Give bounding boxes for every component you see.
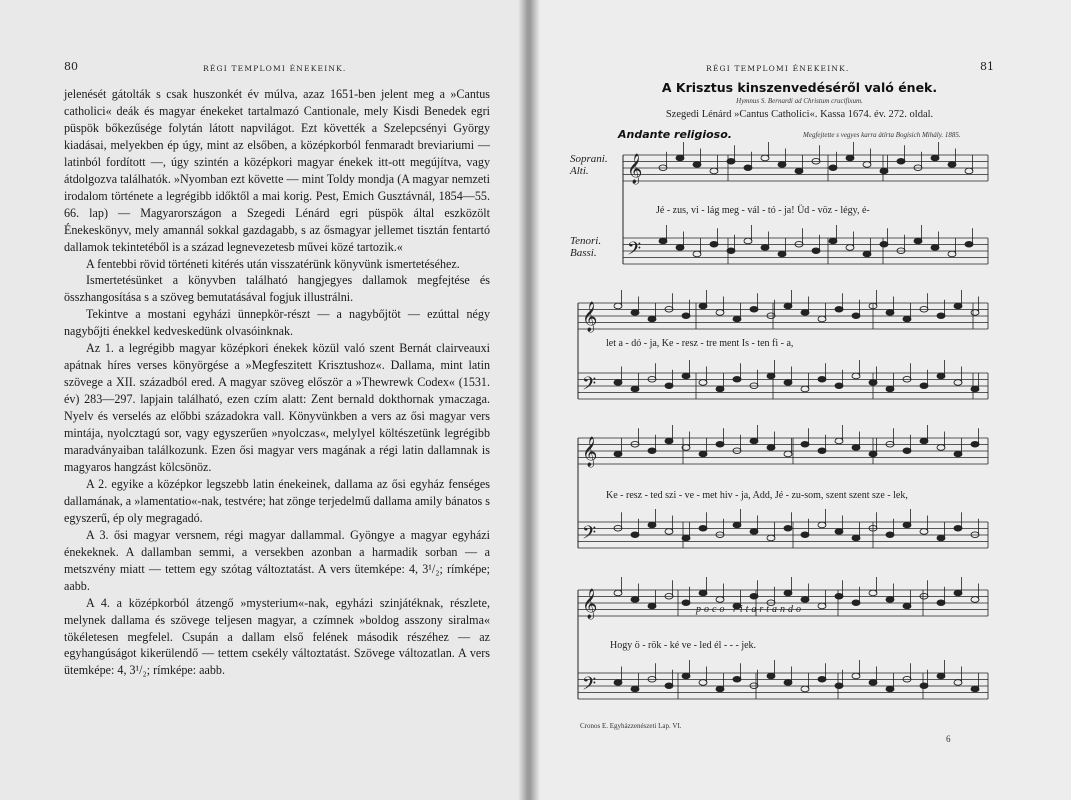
bass-clef: 𝄢	[582, 374, 597, 399]
note-head	[801, 441, 809, 447]
note-head	[954, 680, 962, 686]
bass-clef: 𝄢	[627, 239, 642, 264]
tempo-marking: Andante religioso.	[618, 128, 732, 141]
note-head	[767, 673, 775, 679]
note-head	[818, 376, 826, 382]
note-head	[835, 593, 843, 599]
note-head	[716, 386, 724, 392]
note-head	[948, 251, 956, 257]
note-head	[948, 162, 956, 168]
paragraph: jelenését gátolták s csak huszonkét év múlva, azaz 1651-ben jelent meg a »Cantus catholici« deák és magyar énekeket tartalmazó Cantionale, mely Kisdi Benedek egri püspök bőkezűsége folytán látott napvilágot. Ezt követték a Szelepcsényi György kiadásai, melyekben ép úgy, mint az elsőben, a középkorból fenmaradt breviariumi — latinból fordított —, úgy szintén a középkori magyar énekek itt-ott megújítva, vagy átdolgozva találhatók. »Nyomban ezt követte — mint Toldy mondja (A magyar nemzeti irodalom története a legrégibb időktől a mai korig. Pest, Emich Gusztávnál, 1854—55. 66. lap) — Magyarországon a Szegedi Lénárd egri püspök által eszközölt Énekeskönyv, mely amannál sokkal gazdagabb, s az ősmagyar jellemet tisztán fentartó dallamok tekintetéből is a század legnevezetesb művei közé tartozik.«	[64, 87, 490, 254]
treble-clef: 𝄞	[582, 302, 598, 332]
signature-mark: 6	[946, 734, 951, 744]
note-head	[801, 532, 809, 538]
note-head	[852, 373, 860, 379]
note-head	[648, 522, 656, 528]
note-head	[937, 673, 945, 679]
lyric-line-2: let a - dó - ja, Ke - resz - tre ment Is - ten fi - a,	[606, 338, 794, 349]
note-head	[886, 686, 894, 692]
note-head	[818, 603, 826, 609]
note-head	[835, 306, 843, 312]
note-head	[648, 603, 656, 609]
note-head	[682, 535, 690, 541]
note-head	[733, 676, 741, 682]
note-head	[863, 251, 871, 257]
note-head	[954, 525, 962, 531]
body-text	[64, 86, 490, 679]
voice-label: Soprani.	[570, 153, 608, 165]
page-number: 80	[64, 60, 78, 73]
note-head	[954, 451, 962, 457]
note-head	[937, 535, 945, 541]
note-head	[971, 686, 979, 692]
lyric-line-1: Jé - zus, vi - lág meg - vál - tó - ja! Üd - vöz - légy, é-	[656, 205, 870, 216]
note-head	[631, 310, 639, 316]
note-head	[614, 303, 622, 309]
note-head	[699, 680, 707, 686]
note-head	[965, 241, 973, 247]
note-head	[818, 522, 826, 528]
staff-systems	[578, 142, 988, 699]
note-head	[886, 597, 894, 603]
note-head	[818, 316, 826, 322]
note-head	[835, 683, 843, 689]
note-head	[931, 155, 939, 161]
footer-note: Cronos E. Egyházzenészeti Lap. VI.	[580, 722, 682, 730]
note-head	[665, 383, 673, 389]
note-head	[795, 168, 803, 174]
note-head	[716, 310, 724, 316]
note-head	[920, 383, 928, 389]
note-head	[852, 600, 860, 606]
note-head	[812, 248, 820, 254]
running-head: RÉGI TEMPLOMI ÉNEKEINK.	[203, 64, 347, 73]
note-head	[767, 373, 775, 379]
note-head	[835, 438, 843, 444]
running-head: RÉGI TEMPLOMI ÉNEKEINK.	[706, 64, 850, 73]
right-page	[528, 0, 1071, 800]
note-head	[631, 532, 639, 538]
note-head	[818, 448, 826, 454]
note-head	[829, 238, 837, 244]
note-head	[727, 158, 735, 164]
note-head	[784, 303, 792, 309]
note-head	[665, 438, 673, 444]
tempo-change: poco ritartando	[696, 604, 805, 615]
page-number: 81	[980, 60, 994, 73]
treble-clef: 𝄞	[582, 437, 598, 467]
note-head	[767, 535, 775, 541]
note-head	[846, 245, 854, 251]
lyric-line-3: Ke - resz - ted szi - ve - met hiv - ja, Add, Jé - zu-som, szent szent sze - lek,	[606, 490, 908, 501]
note-head	[971, 597, 979, 603]
note-head	[750, 529, 758, 535]
note-head	[710, 241, 718, 247]
note-head	[801, 310, 809, 316]
note-head	[835, 383, 843, 389]
note-head	[801, 597, 809, 603]
bass-clef: 𝄢	[582, 674, 597, 699]
note-head	[937, 373, 945, 379]
note-head	[920, 438, 928, 444]
note-head	[971, 310, 979, 316]
note-head	[676, 245, 684, 251]
note-head	[614, 451, 622, 457]
note-head	[778, 251, 786, 257]
left-page	[0, 0, 528, 800]
note-head	[710, 168, 718, 174]
note-head	[920, 529, 928, 535]
note-head	[835, 529, 843, 535]
note-head	[614, 680, 622, 686]
note-head	[727, 248, 735, 254]
note-head	[937, 445, 945, 451]
note-head	[937, 313, 945, 319]
note-head	[869, 590, 877, 596]
note-head	[954, 303, 962, 309]
note-head	[852, 313, 860, 319]
note-head	[716, 686, 724, 692]
note-head	[750, 306, 758, 312]
note-head	[971, 441, 979, 447]
book-gutter	[518, 0, 540, 800]
treble-clef: 𝄞	[582, 589, 598, 619]
note-head	[659, 238, 667, 244]
paragraph: A 2. egyike a középkor legszebb latin énekeinek, dallama az ősi egyház fenséges dallamának, a »lamentatio«-nak, testvére; hat zönge terjedelmű dallama amily bánatos s egyszerű, ép oly megragadó.	[64, 476, 490, 525]
note-head	[733, 316, 741, 322]
note-head	[699, 380, 707, 386]
note-head	[733, 376, 741, 382]
note-head	[954, 380, 962, 386]
note-head	[665, 683, 673, 689]
note-head	[631, 597, 639, 603]
note-head	[852, 535, 860, 541]
note-head	[631, 386, 639, 392]
note-head	[761, 155, 769, 161]
note-head	[801, 386, 809, 392]
note-head	[965, 168, 973, 174]
bass-clef: 𝄢	[582, 523, 597, 548]
note-head	[744, 238, 752, 244]
note-head	[852, 445, 860, 451]
note-head	[614, 590, 622, 596]
note-head	[784, 680, 792, 686]
paragraph: Tekintve a mostani egyházi ünnepkör-részt — a nagybőjtöt — ezúttal négy nagybőjti énekkel kedveskedünk olvasóinknak.	[64, 307, 490, 339]
lyric-line-4: Hogy ö - rök - ké ve - led él - - - jek.	[610, 640, 757, 651]
note-head	[676, 155, 684, 161]
note-head	[937, 600, 945, 606]
song-title: A Krisztus kinszenvedéséről való ének.	[661, 80, 938, 95]
note-head	[880, 168, 888, 174]
note-head	[693, 162, 701, 168]
note-head	[784, 380, 792, 386]
note-head	[818, 676, 826, 682]
music-score	[528, 0, 1071, 800]
note-head	[648, 448, 656, 454]
note-head	[869, 680, 877, 686]
note-head	[886, 310, 894, 316]
note-head	[693, 251, 701, 257]
voice-label: Alti.	[570, 165, 589, 177]
note-head	[971, 386, 979, 392]
note-head	[716, 441, 724, 447]
paragraph: A 3. ősi magyar versnem, régi magyar dallammal. Gyöngye a magyar egyházi énekeknek. A dallamban semmi, a versekben azonban a harmadik sorban — a metszvény miatt — tettem egy szótag változtatást. A vers ütemképe: 4, 3¹/₂; rímképe; aabb.	[64, 527, 490, 593]
note-head	[767, 445, 775, 451]
paragraph: A 4. a középkorból átzengő »mysterium«-nak, egyházi szinjátéknak, részlete, melynek dallama és szövege teljesen magyar, a czímnek »boldog asszony siralma« tökéletesen megfelel. Csupán a dallam első felének második részéhez — az egyhangúságot kikerülendő — tettem csekély változtatást. Szövege változatlan. A vers ütemképe: 4, 3¹/₂; rímképe: aabb.	[64, 595, 490, 678]
note-head	[954, 590, 962, 596]
note-head	[829, 165, 837, 171]
song-subtitle: Hymnus S. Bernardi ad Christum crucifixum.	[736, 97, 863, 105]
note-head	[897, 158, 905, 164]
note-head	[903, 522, 911, 528]
note-head	[903, 448, 911, 454]
paragraph: Az 1. a legrégibb magyar középkori énekek közül való szent Bernát clairveauxi apátnak híres verses könyörgése a »Megfeszitett Krisztushoz«. Dallama, mint latin szövege a XII. századból ered. A magyar szöveg először a »Thewrewk Codex« (1531. év) 283—297. lapjain található, ezen czím alatt: Zent bernald dokthornak ymaczaga. Nyelv és verselés az előbbi századokra vall. Könyvünkben a vers az ősi magyar vers mintája, nyolcztagú sor, vagy egyszerűen »nyolczas«, melylyel költészetünk legrégibb maradványaiban találkozunk. Ezen ősi magyar vers magának a régi latin dallamnak is magyaros hangzást kölcsönöz.	[64, 341, 490, 474]
note-head	[682, 313, 690, 319]
note-head	[914, 238, 922, 244]
note-head	[614, 380, 622, 386]
note-head	[750, 438, 758, 444]
note-head	[778, 162, 786, 168]
note-head	[784, 525, 792, 531]
note-head	[784, 590, 792, 596]
note-head	[784, 451, 792, 457]
note-head	[920, 683, 928, 689]
note-head	[869, 451, 877, 457]
note-head	[631, 686, 639, 692]
paragraph: A fentebbi rövid történeti kitérés után visszatérünk könyvünk ismertetéséhez.	[86, 256, 460, 271]
note-head	[682, 673, 690, 679]
note-head	[733, 522, 741, 528]
note-head	[903, 603, 911, 609]
note-head	[869, 380, 877, 386]
note-head	[801, 686, 809, 692]
note-head	[886, 386, 894, 392]
treble-clef: 𝄞	[627, 154, 643, 184]
note-head	[699, 303, 707, 309]
note-head	[744, 165, 752, 171]
note-head	[716, 597, 724, 603]
voice-label: Tenori.	[570, 235, 602, 247]
note-head	[665, 529, 673, 535]
note-head	[886, 532, 894, 538]
voice-label: Bassi.	[570, 247, 597, 259]
note-head	[750, 593, 758, 599]
note-head	[931, 245, 939, 251]
arranger-note: Megfejtette s vegyes karra átírta Bogisich Mihály. 1885.	[803, 131, 961, 139]
note-head	[761, 245, 769, 251]
note-head	[699, 525, 707, 531]
note-head	[880, 241, 888, 247]
note-head	[852, 673, 860, 679]
song-source: Szegedi Lénárd »Cantus Catholici«. Kassa 1674. év. 272. oldal.	[665, 109, 934, 120]
note-head	[682, 600, 690, 606]
note-head	[903, 316, 911, 322]
note-head	[682, 373, 690, 379]
note-head	[699, 451, 707, 457]
note-head	[846, 155, 854, 161]
note-head	[648, 316, 656, 322]
paragraph: Ismertetésünket a könyvben található hangjegyes dallamok megfejtése és összhangosítása s a szöveg bemutatásával fogjuk illustrálni.	[64, 273, 490, 305]
note-head	[699, 590, 707, 596]
note-head	[863, 162, 871, 168]
